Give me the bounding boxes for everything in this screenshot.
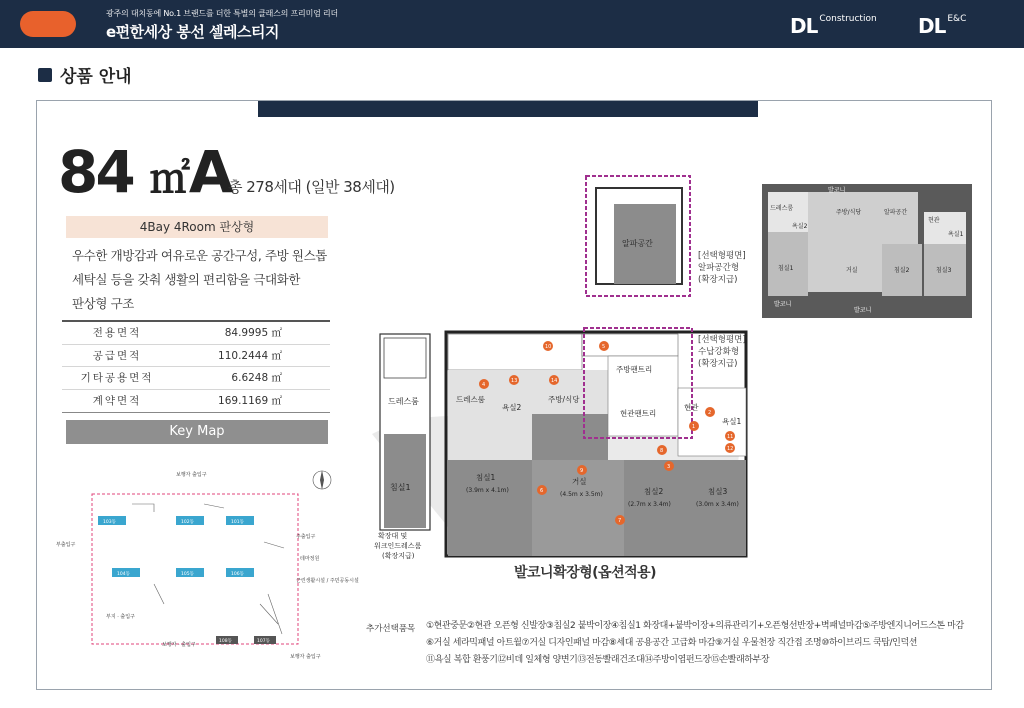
side-label: 발코니 [828,187,846,194]
alpha-option-plan [584,174,692,298]
dl-ec-logo: DL $^{E\&C}$ [918,14,967,38]
table-row [62,322,330,345]
note-line: (확장지급) [698,275,738,285]
pantry-top [582,334,678,356]
option-line: ⑥거실 세라믹패널 아트월⑦거실 디자인패널 마감⑧세대 공용공간 고급화 마감⑨거실 우물천장 직간접 조명⑩하이브리드 쿡탑/인덕션 [426,638,918,648]
building-label: 106동 [231,572,244,577]
building-label: 104동 [117,572,130,577]
room-size: (4.5m x 3.5m) [560,491,603,498]
keymap-bottom-label: 보행자 출입구 [290,654,321,660]
room-label: 드레스룸 [388,397,419,406]
room-label: 침실1 [476,473,496,482]
marker-number: 4 [482,382,486,388]
keymap-top-gate: 보행자 출입구 [176,472,207,478]
bay-label: 4Bay 4Room 판상형 [66,216,328,238]
room-label: 현관팬트리 [620,409,657,418]
desc-line: 우수한 개방감과 여유로운 공간구성, 주방 원스톱 [72,248,327,263]
section-square-icon [38,68,52,82]
note-line: [선택형평면] [698,335,746,345]
marker-number: 10 [545,344,552,350]
keymap-right-label: 테마정원 [300,556,320,562]
room-size: (3.0m x 3.4m) [696,501,739,508]
keymap-right-label: 근린생활시설 / 주민공동시설 [296,578,359,584]
compass-needle-icon [320,470,324,490]
options-label: 추가선택품목 [366,624,416,634]
unit-description [72,244,327,316]
keymap-bottom-label: 부지 · 출입구 [106,614,135,620]
section-heading [38,62,132,87]
table-row [62,390,330,413]
bedroom-left [384,434,426,528]
keymap-diagram [54,464,359,674]
table-row [62,367,330,390]
note-line: 수납강화형 [698,347,740,357]
option-line: ⑪욕실 복합 환풍기⑫비데 일체형 양변기⑬전동빨래건조대⑭주방이엽펀드장⑮손빨래하부장 [426,655,770,665]
section-title: 상품 안내 [60,67,132,87]
dl-construction-logo: DL $^{Construction}$ [790,14,877,38]
side-label: 알파공간 [884,209,908,216]
area-label: 계약면적 [92,395,142,408]
side-label: 발코니 [854,307,872,314]
option-line: ①현관중문②현관 오픈형 신발장③침실2 붙박이장④침실1 화장대+붙박이장+의류관리기+오픈형선반장+벽패널마감⑤주방엔지니어드스톤 마감 [426,621,964,631]
side-label: 욕실1 [948,231,964,238]
side-label: 욕실2 [792,223,808,230]
desc-line: 판상형 구조 [72,296,134,311]
side-label: 드레스룸 [770,205,794,212]
area-value: 84.9995 ㎡ [224,327,282,340]
left-note: 확장대 및 [378,532,408,540]
pantry-option-note [698,334,746,370]
side-label: 침실3 [936,267,952,274]
room-label: 주방/식당 [548,395,580,404]
keymap-left-gate: 부출입구 [56,542,76,548]
room-label: 거실 [572,477,587,486]
unit-type: 84 ㎡A [58,138,231,206]
utility-room [448,334,582,370]
left-note: 워크인드레스룸 [374,542,422,550]
marker-number: 2 [708,410,712,416]
area-label: 전용면적 [92,327,142,340]
area-value: 169.1169 ㎡ [218,395,282,408]
note-line: [선택형평면] [698,251,746,261]
bedroom3 [692,460,746,556]
area-value: 6.6248 ㎡ [231,372,282,385]
marker-number: 13 [511,378,518,384]
marker-number: 11 [727,434,734,440]
building-label: 107동 [257,639,270,644]
room-label: 알파공간 [622,239,653,248]
note-line: 알파공간형 [698,263,740,273]
balcony-label: 발코니확장형(옵션적용) [514,565,657,581]
marker-number: 3 [667,464,671,470]
room-label: 침실3 [708,487,728,496]
marker-number: 8 [660,448,664,454]
room-label: 침실1 [390,483,411,492]
building-label: 108동 [219,639,232,644]
households-count: 총 278세대 (일반 38세대) [228,178,395,196]
building-label: 101동 [231,520,244,525]
closet-left [384,338,426,378]
keymap-right-label: 주출입구 [296,534,316,540]
side-floor-plan [762,184,972,318]
side-label: 침실1 [778,265,794,272]
room-label: 주방팬트리 [616,365,653,374]
area-table [62,320,330,413]
area-value: 110.2444 ㎡ [218,349,282,362]
keymap-bottom-label: 보행자 · 출입구 [162,642,196,648]
building-label: 102동 [181,520,194,525]
area-label: 공급면적 [92,349,142,362]
marker-number: 7 [618,518,622,524]
side-label: 침실2 [894,267,910,274]
marker-number: 9 [580,468,584,474]
room-label: 침실2 [644,487,664,496]
building-label: 103동 [103,520,116,525]
desc-line: 세탁실 등을 갖춰 생활의 편리함을 극대화한 [72,272,301,287]
project-title: e편한세상 봉선 셀레스티지 [106,23,280,41]
bedroom2 [624,460,692,556]
side-label: 거실 [846,267,858,274]
marker-number: 6 [540,488,544,494]
note-line: (확장지급) [698,359,738,369]
area-label: 기타공용면적 [80,372,154,385]
side-label: 현관 [928,217,940,224]
left-note: (확장지급) [382,552,415,560]
marker-number: 5 [602,344,606,350]
room-size: (2.7m x 3.4m) [628,501,671,508]
room-label: 드레스룸 [456,395,485,404]
marker-number: 14 [551,378,558,384]
panel-tab-bar [258,101,758,117]
options-list [426,618,964,669]
side-label: 주방/식당 [836,209,862,216]
room-label: 욕실2 [502,403,522,412]
room-size: (3.9m x 4.1m) [466,487,509,494]
room-label: 현관 [684,403,699,412]
brand-logo [20,11,76,37]
floor-plan [372,324,752,564]
alpha-option-note [698,250,746,286]
keymap-title: Key Map [66,420,328,444]
table-row [62,345,330,368]
header-slogan: 광주의 대치동에 No.1 브랜드를 더한 특별의 클래스의 프리미엄 리더 [106,9,339,18]
side-label: 발코니 [774,301,792,308]
marker-number: 12 [727,446,734,452]
room-label: 욕실1 [722,417,742,426]
living-room [532,460,624,556]
building-label: 105동 [181,572,194,577]
marker-number: 1 [692,424,696,430]
header-bar [0,0,1024,48]
side-bedroom1 [768,232,808,296]
